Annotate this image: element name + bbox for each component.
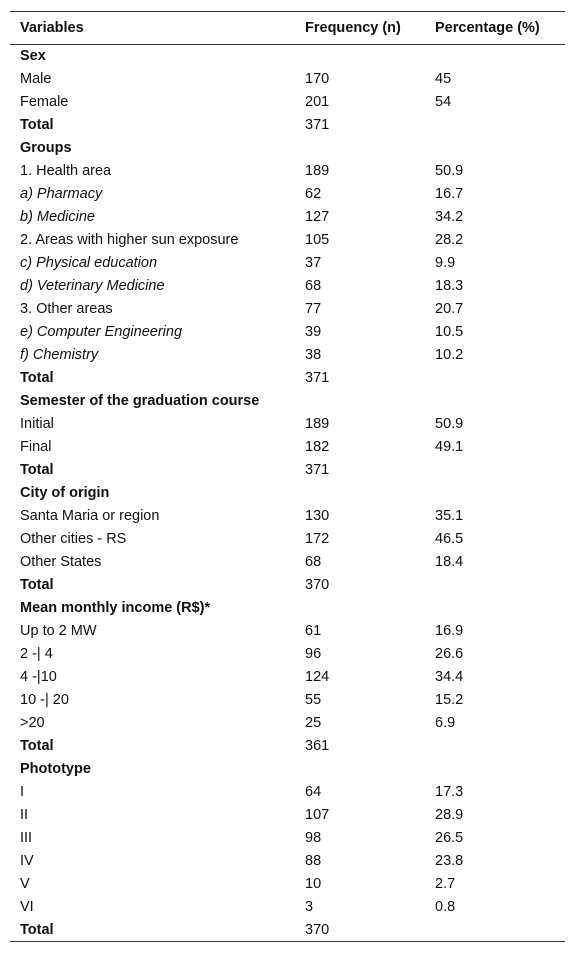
table-row — [10, 850, 565, 873]
section-header-row — [10, 45, 565, 68]
section-header-row — [10, 482, 565, 505]
table-row — [10, 551, 565, 574]
row-percentage: 20.7 — [435, 301, 464, 317]
row-label: Total — [20, 577, 54, 593]
total-row — [10, 459, 565, 482]
row-percentage: 50.9 — [435, 416, 464, 432]
row-frequency: 371 — [305, 462, 330, 478]
row-frequency: 39 — [305, 324, 322, 340]
total-row — [10, 367, 565, 390]
row-frequency: 38 — [305, 347, 322, 363]
table-row — [10, 620, 565, 643]
table-row — [10, 804, 565, 827]
row-frequency: 61 — [305, 623, 322, 639]
column-header-variables: Variables — [20, 20, 84, 36]
row-frequency — [295, 758, 425, 781]
table-row — [10, 436, 565, 459]
row-frequency: 172 — [305, 531, 330, 547]
table-row — [10, 781, 565, 804]
row-percentage — [425, 137, 565, 160]
row-frequency: 189 — [305, 416, 330, 432]
row-percentage: 28.9 — [435, 807, 464, 823]
table-row — [10, 896, 565, 919]
table-row — [10, 68, 565, 91]
row-percentage — [425, 367, 565, 390]
row-frequency: 68 — [305, 278, 322, 294]
row-label: 1. Health area — [20, 163, 112, 179]
row-percentage: 15.2 — [435, 692, 464, 708]
row-label: 4 -|10 — [20, 669, 57, 685]
table-row — [10, 689, 565, 712]
row-label: Total — [20, 738, 54, 754]
row-label: Total — [20, 462, 54, 478]
row-label: VI — [20, 899, 34, 915]
row-percentage: 26.5 — [435, 830, 464, 846]
row-frequency — [295, 137, 425, 160]
row-frequency: 88 — [305, 853, 322, 869]
row-percentage: 35.1 — [435, 508, 464, 524]
row-frequency: 98 — [305, 830, 322, 846]
subgroup-row — [10, 252, 565, 275]
table-row — [10, 91, 565, 114]
row-percentage — [425, 597, 565, 620]
table-row — [10, 712, 565, 735]
row-label: Other States — [20, 554, 102, 570]
row-label: Male — [20, 71, 52, 87]
row-percentage: 0.8 — [435, 899, 456, 915]
row-frequency: 370 — [305, 921, 330, 938]
row-label: b) Medicine — [20, 209, 95, 225]
row-label: 2. Areas with higher sun exposure — [20, 232, 239, 248]
table-row — [10, 229, 565, 252]
row-label: Final — [20, 439, 52, 455]
row-percentage: 6.9 — [435, 715, 456, 731]
row-percentage: 26.6 — [435, 646, 464, 662]
row-label: Phototype — [20, 761, 91, 777]
row-frequency: 62 — [305, 186, 322, 202]
column-header-percentage: Percentage (%) — [435, 20, 540, 36]
total-row — [10, 919, 565, 942]
row-label: Sex — [20, 48, 46, 65]
row-percentage: 16.7 — [435, 186, 464, 202]
row-frequency: 77 — [305, 301, 322, 317]
row-percentage: 23.8 — [435, 853, 464, 869]
row-frequency: 68 — [305, 554, 322, 570]
row-label: Groups — [20, 140, 72, 156]
row-label: Mean monthly income (R$)* — [20, 600, 211, 616]
row-percentage — [425, 45, 565, 68]
row-label: Female — [20, 94, 69, 110]
table-row — [10, 298, 565, 321]
row-percentage — [425, 574, 565, 597]
row-frequency: 10 — [305, 876, 322, 892]
row-percentage: 34.2 — [435, 209, 464, 225]
row-label: d) Veterinary Medicine — [20, 278, 165, 294]
table-row — [10, 528, 565, 551]
row-frequency: 105 — [305, 232, 330, 248]
subgroup-row — [10, 344, 565, 367]
row-percentage — [425, 390, 565, 413]
row-frequency: 55 — [305, 692, 322, 708]
row-label: 3. Other areas — [20, 301, 113, 317]
row-label: Semester of the graduation course — [20, 393, 260, 409]
table-row — [10, 505, 565, 528]
row-frequency: 371 — [305, 117, 330, 133]
row-label: Total — [20, 370, 54, 386]
row-percentage: 18.3 — [435, 278, 464, 294]
row-frequency: 3 — [305, 899, 314, 915]
section-header-row — [10, 597, 565, 620]
row-frequency — [295, 597, 425, 620]
row-label: 2 -| 4 — [20, 646, 53, 662]
column-header-frequency: Frequency (n) — [305, 20, 401, 36]
row-frequency: 370 — [305, 577, 330, 593]
row-percentage: 2.7 — [435, 876, 456, 892]
row-percentage: 46.5 — [435, 531, 464, 547]
row-frequency: 107 — [305, 807, 330, 823]
row-percentage: 45 — [435, 71, 452, 87]
total-row — [10, 574, 565, 597]
row-frequency: 361 — [305, 738, 330, 754]
total-row — [10, 114, 565, 137]
row-label: Other cities - RS — [20, 531, 127, 547]
row-frequency: 182 — [305, 439, 330, 455]
row-percentage — [425, 919, 565, 942]
row-label: f) Chemistry — [20, 347, 99, 363]
table-row — [10, 873, 565, 896]
row-percentage — [425, 735, 565, 758]
row-label: Initial — [20, 416, 54, 432]
row-percentage — [425, 482, 565, 505]
subgroup-row — [10, 206, 565, 229]
row-percentage — [425, 459, 565, 482]
table-row — [10, 413, 565, 436]
row-label: >20 — [20, 715, 45, 731]
row-percentage: 54 — [435, 94, 452, 110]
section-header-row — [10, 137, 565, 160]
table-head — [10, 12, 565, 45]
row-label: I — [20, 784, 25, 800]
row-percentage: 17.3 — [435, 784, 464, 800]
row-label: Total — [20, 117, 54, 133]
row-frequency: 201 — [305, 94, 330, 110]
row-label: Up to 2 MW — [20, 623, 97, 639]
row-frequency — [295, 482, 425, 505]
row-frequency: 124 — [305, 669, 330, 685]
row-label: c) Physical education — [20, 255, 158, 271]
row-percentage: 18.4 — [435, 554, 464, 570]
table-row — [10, 827, 565, 850]
table-row — [10, 666, 565, 689]
row-label: IV — [20, 853, 34, 869]
row-label: Total — [20, 921, 54, 938]
row-label: e) Computer Engineering — [20, 324, 183, 340]
row-percentage: 9.9 — [435, 255, 456, 271]
row-frequency: 96 — [305, 646, 322, 662]
row-label: a) Pharmacy — [20, 186, 103, 202]
row-label: III — [20, 830, 33, 846]
row-frequency: 64 — [305, 784, 322, 800]
row-label: City of origin — [20, 485, 110, 501]
row-frequency: 25 — [305, 715, 322, 731]
total-row — [10, 735, 565, 758]
row-percentage: 10.2 — [435, 347, 464, 363]
row-frequency: 371 — [305, 370, 330, 386]
row-label: 10 -| 20 — [20, 692, 69, 708]
row-frequency: 127 — [305, 209, 330, 225]
row-label: V — [20, 876, 30, 892]
row-percentage — [425, 114, 565, 137]
row-frequency: 130 — [305, 508, 330, 524]
row-percentage: 16.9 — [435, 623, 464, 639]
section-header-row — [10, 758, 565, 781]
subgroup-row — [10, 321, 565, 344]
row-percentage: 49.1 — [435, 439, 464, 455]
subgroup-row — [10, 275, 565, 298]
row-frequency: 170 — [305, 71, 330, 87]
row-percentage: 50.9 — [435, 163, 464, 179]
row-frequency: 189 — [305, 163, 330, 179]
row-percentage — [425, 758, 565, 781]
table-row — [10, 160, 565, 183]
row-frequency — [295, 45, 425, 68]
row-percentage: 10.5 — [435, 324, 464, 340]
subgroup-row — [10, 183, 565, 206]
data-table — [10, 11, 565, 942]
table-row — [10, 643, 565, 666]
row-label: Santa Maria or region — [20, 508, 160, 524]
row-percentage: 34.4 — [435, 669, 464, 685]
header-row — [10, 12, 565, 45]
row-percentage: 28.2 — [435, 232, 464, 248]
row-frequency — [295, 390, 425, 413]
row-frequency: 37 — [305, 255, 322, 271]
table-body — [10, 45, 565, 942]
row-label: II — [20, 807, 29, 823]
section-header-row — [10, 390, 565, 413]
